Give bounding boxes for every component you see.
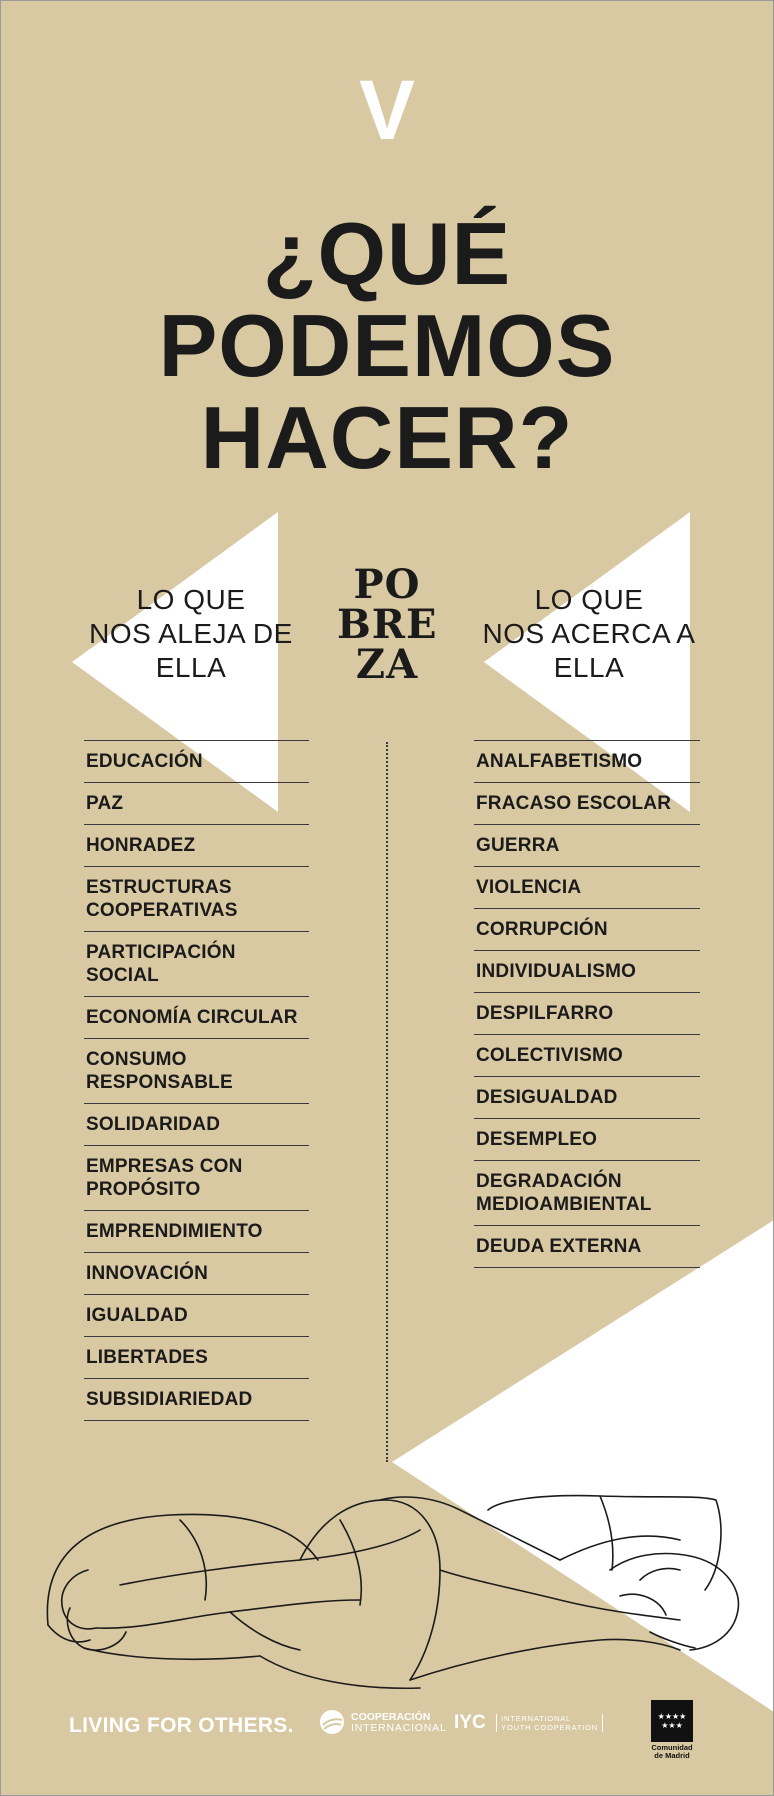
list-item: EMPRESAS CON PROPÓSITO bbox=[84, 1146, 309, 1211]
left-items-list bbox=[84, 740, 309, 1421]
title-line: HACER? bbox=[200, 388, 574, 487]
list-item: HONRADEZ bbox=[84, 825, 309, 867]
list-item: ANALFABETISMO bbox=[474, 741, 700, 783]
list-item: EDUCACIÓN bbox=[84, 741, 309, 783]
footer-logos bbox=[0, 1700, 774, 1770]
list-item: DEGRADACIÓN MEDIOAMBIENTAL bbox=[474, 1161, 700, 1226]
comunidad-de-madrid-logo bbox=[649, 1700, 695, 1760]
iyc-mark: IYC bbox=[454, 1712, 486, 1733]
list-item: CORRUPCIÓN bbox=[474, 909, 700, 951]
madrid-line: de Madrid bbox=[654, 1751, 690, 1760]
heading-line: NOS ALEJA DE bbox=[89, 618, 293, 649]
list-item: SOLIDARIDAD bbox=[84, 1104, 309, 1146]
iyc-line: YOUTH COOPERATION bbox=[501, 1723, 598, 1732]
iyc-bracket-text bbox=[496, 1714, 603, 1732]
madrid-name bbox=[649, 1744, 695, 1760]
section-numeral: V bbox=[358, 63, 416, 157]
heading-line: ELLA bbox=[553, 652, 625, 683]
list-item: CONSUMO RESPONSABLE bbox=[84, 1039, 309, 1104]
right-column-heading bbox=[464, 583, 714, 685]
list-item: EMPRENDIMIENTO bbox=[84, 1211, 309, 1253]
title-line: PODEMOS bbox=[158, 296, 616, 395]
heading-line: LO QUE bbox=[136, 584, 246, 615]
center-word-syllable: ZA bbox=[355, 641, 419, 688]
madrid-stars-icon: ★★★★ ★★★ bbox=[651, 1700, 693, 1742]
list-item: FRACASO ESCOLAR bbox=[474, 783, 700, 825]
list-item: IGUALDAD bbox=[84, 1295, 309, 1337]
center-word-pobreza bbox=[337, 561, 438, 688]
page-title bbox=[0, 204, 774, 487]
madrid-line: Comunidad bbox=[651, 1743, 693, 1752]
list-item: DEUDA EXTERNA bbox=[474, 1226, 700, 1268]
right-items-list bbox=[474, 740, 700, 1268]
list-item: DESEMPLEO bbox=[474, 1119, 700, 1161]
heading-line: NOS ACERCA A bbox=[482, 618, 696, 649]
coop-line: COOPERACIÓN bbox=[351, 1711, 431, 1723]
list-item: ESTRUCTURAS COOPERATIVAS bbox=[84, 867, 309, 932]
list-item: DESPILFARRO bbox=[474, 993, 700, 1035]
iyc-logo bbox=[454, 1712, 603, 1734]
list-item: GUERRA bbox=[474, 825, 700, 867]
list-item: INDIVIDUALISMO bbox=[474, 951, 700, 993]
list-item: SUBSIDIARIEDAD bbox=[84, 1379, 309, 1421]
left-column-heading bbox=[66, 583, 316, 685]
dotted-divider bbox=[386, 742, 388, 1462]
coop-line: INTERNACIONAL bbox=[351, 1722, 447, 1734]
iyc-line: INTERNATIONAL bbox=[501, 1714, 571, 1723]
list-item: ECONOMÍA CIRCULAR bbox=[84, 997, 309, 1039]
list-item: INNOVACIÓN bbox=[84, 1253, 309, 1295]
heading-line: LO QUE bbox=[534, 584, 644, 615]
title-line: ¿QUÉ bbox=[262, 204, 512, 303]
list-item: DESIGUALDAD bbox=[474, 1077, 700, 1119]
globe-icon bbox=[318, 1708, 346, 1736]
center-word-syllable: PO bbox=[353, 561, 421, 608]
living-for-others-logo: LIVING FOR OTHERS. bbox=[69, 1714, 294, 1737]
center-word-syllable: BRE bbox=[337, 601, 438, 648]
list-item: LIBERTADES bbox=[84, 1337, 309, 1379]
list-item: COLECTIVISMO bbox=[474, 1035, 700, 1077]
heading-line: ELLA bbox=[155, 652, 227, 683]
coop-text bbox=[351, 1712, 447, 1734]
bottom-white-triangle bbox=[392, 1220, 774, 1712]
list-item: VIOLENCIA bbox=[474, 867, 700, 909]
cooperacion-internacional-logo bbox=[318, 1708, 447, 1741]
list-item: PARTICIPACIÓN SOCIAL bbox=[84, 932, 309, 997]
list-item: PAZ bbox=[84, 783, 309, 825]
